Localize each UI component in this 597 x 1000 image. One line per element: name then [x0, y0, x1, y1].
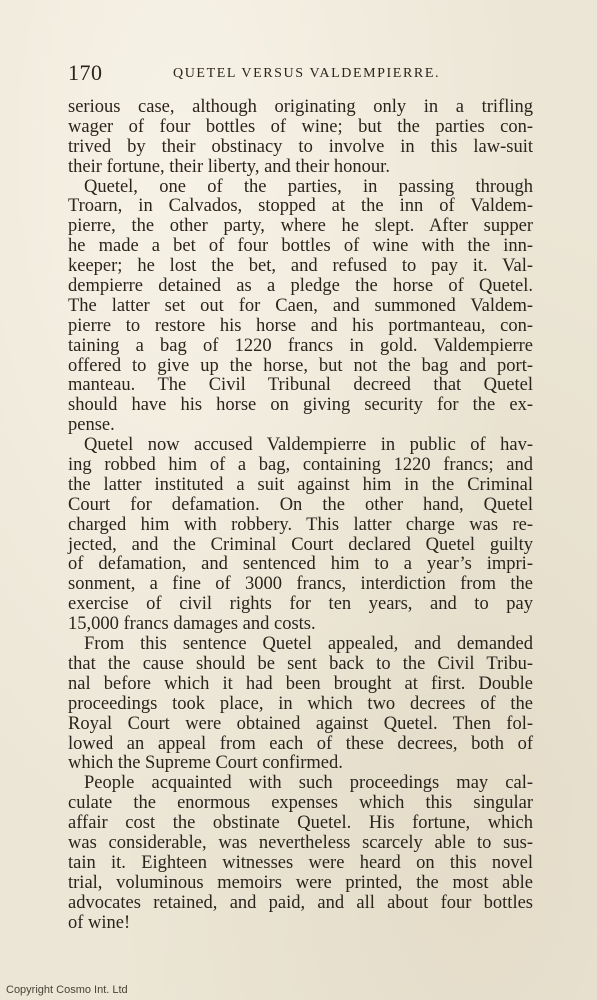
text-line: dempierre detained as a pledge the horse of Quetel.: [68, 276, 533, 297]
text-line: trived by their obstinacy to involve in this law-suit: [68, 136, 533, 157]
text-line: he made a bet of four bottles of wine with the inn-: [68, 236, 533, 257]
text-line: 15,000 francs damages and costs.: [68, 614, 316, 635]
page-header: [68, 60, 538, 90]
text-line: The latter set out for Caen, and summoned Valdem-: [68, 295, 533, 316]
text-line: was considerable, was nevertheless scarcely able to sus-: [68, 832, 533, 853]
text-line: which the Supreme Court confirmed.: [68, 753, 343, 774]
text-line: lowed an appeal from each of these decrees, both of: [68, 733, 533, 754]
text-line: Quetel now accused Valdempierre in public of hav-: [84, 435, 533, 456]
running-title: QUETEL VERSUS VALDEMPIERRE.: [173, 66, 441, 81]
text-line: From this sentence Quetel appealed, and demanded: [84, 634, 533, 655]
text-line: proceedings took place, in which two decrees of the: [68, 693, 533, 714]
text-line: nal before which it had been brought at first. Double: [68, 673, 533, 694]
text-line: affair cost the obstinate Quetel. His fortune, which: [68, 813, 533, 834]
text-line: jected, and the Criminal Court declared Quetel guilty: [68, 534, 533, 555]
text-line: Troarn, in Calvados, stopped at the inn of Valdem-: [68, 196, 533, 217]
text-line: trial, voluminous memoirs were printed, the most able: [68, 872, 533, 893]
text-line: manteau. The Civil Tribunal decreed that Quetel: [68, 375, 533, 396]
text-line: advocates retained, and paid, and all about four bottles: [68, 892, 533, 913]
text-line: that the cause should be sent back to the Civil Tribu-: [68, 653, 533, 674]
text-line: keeper; he lost the bet, and refused to pay it. Val-: [68, 256, 533, 277]
body-text: [68, 98, 533, 933]
text-line: culate the enormous expenses which this singular: [68, 793, 533, 814]
text-line: People acquainted with such proceedings may cal-: [84, 773, 533, 794]
text-line: of wine!: [68, 912, 131, 933]
text-line: should have his horse on giving security for the ex-: [68, 395, 533, 416]
copyright-watermark: Copyright Cosmo Int. Ltd: [6, 984, 128, 996]
text-line: pierre to restore his horse and his portmanteau, con-: [68, 315, 533, 336]
text-line: wager of four bottles of wine; but the parties con-: [68, 116, 533, 137]
text-line: Court for defamation. On the other hand, Quetel: [68, 494, 533, 515]
text-line: Quetel, one of the parties, in passing through: [84, 176, 533, 197]
text-line: sonment, a fine of 3000 francs, interdiction from the: [68, 574, 533, 595]
text-line: pierre, the other party, where he slept. After supper: [68, 216, 533, 237]
text-line: serious case, although originating only in a trifling: [68, 97, 533, 117]
text-line: charged him with robbery. This latter charge was re-: [68, 514, 533, 535]
page-number: 170: [68, 60, 103, 85]
text-line: pense.: [68, 415, 115, 436]
text-line: their fortune, their liberty, and their honour.: [68, 156, 390, 177]
text-line: exercise of civil rights for ten years, and to pay: [68, 594, 533, 615]
text-line: taining a bag of 1220 francs in gold. Valdempierre: [68, 335, 533, 356]
text-line: Royal Court were obtained against Quetel. Then fol-: [68, 713, 533, 734]
text-line: the latter instituted a suit against him in the Criminal: [68, 474, 533, 495]
text-line: tain it. Eighteen witnesses were heard on this novel: [68, 852, 533, 873]
text-line: offered to give up the horse, but not the bag and port-: [68, 355, 533, 376]
text-line: ing robbed him of a bag, containing 1220 francs; and: [68, 455, 533, 476]
text-line: of defamation, and sentenced him to a year’s impri-: [68, 554, 533, 575]
